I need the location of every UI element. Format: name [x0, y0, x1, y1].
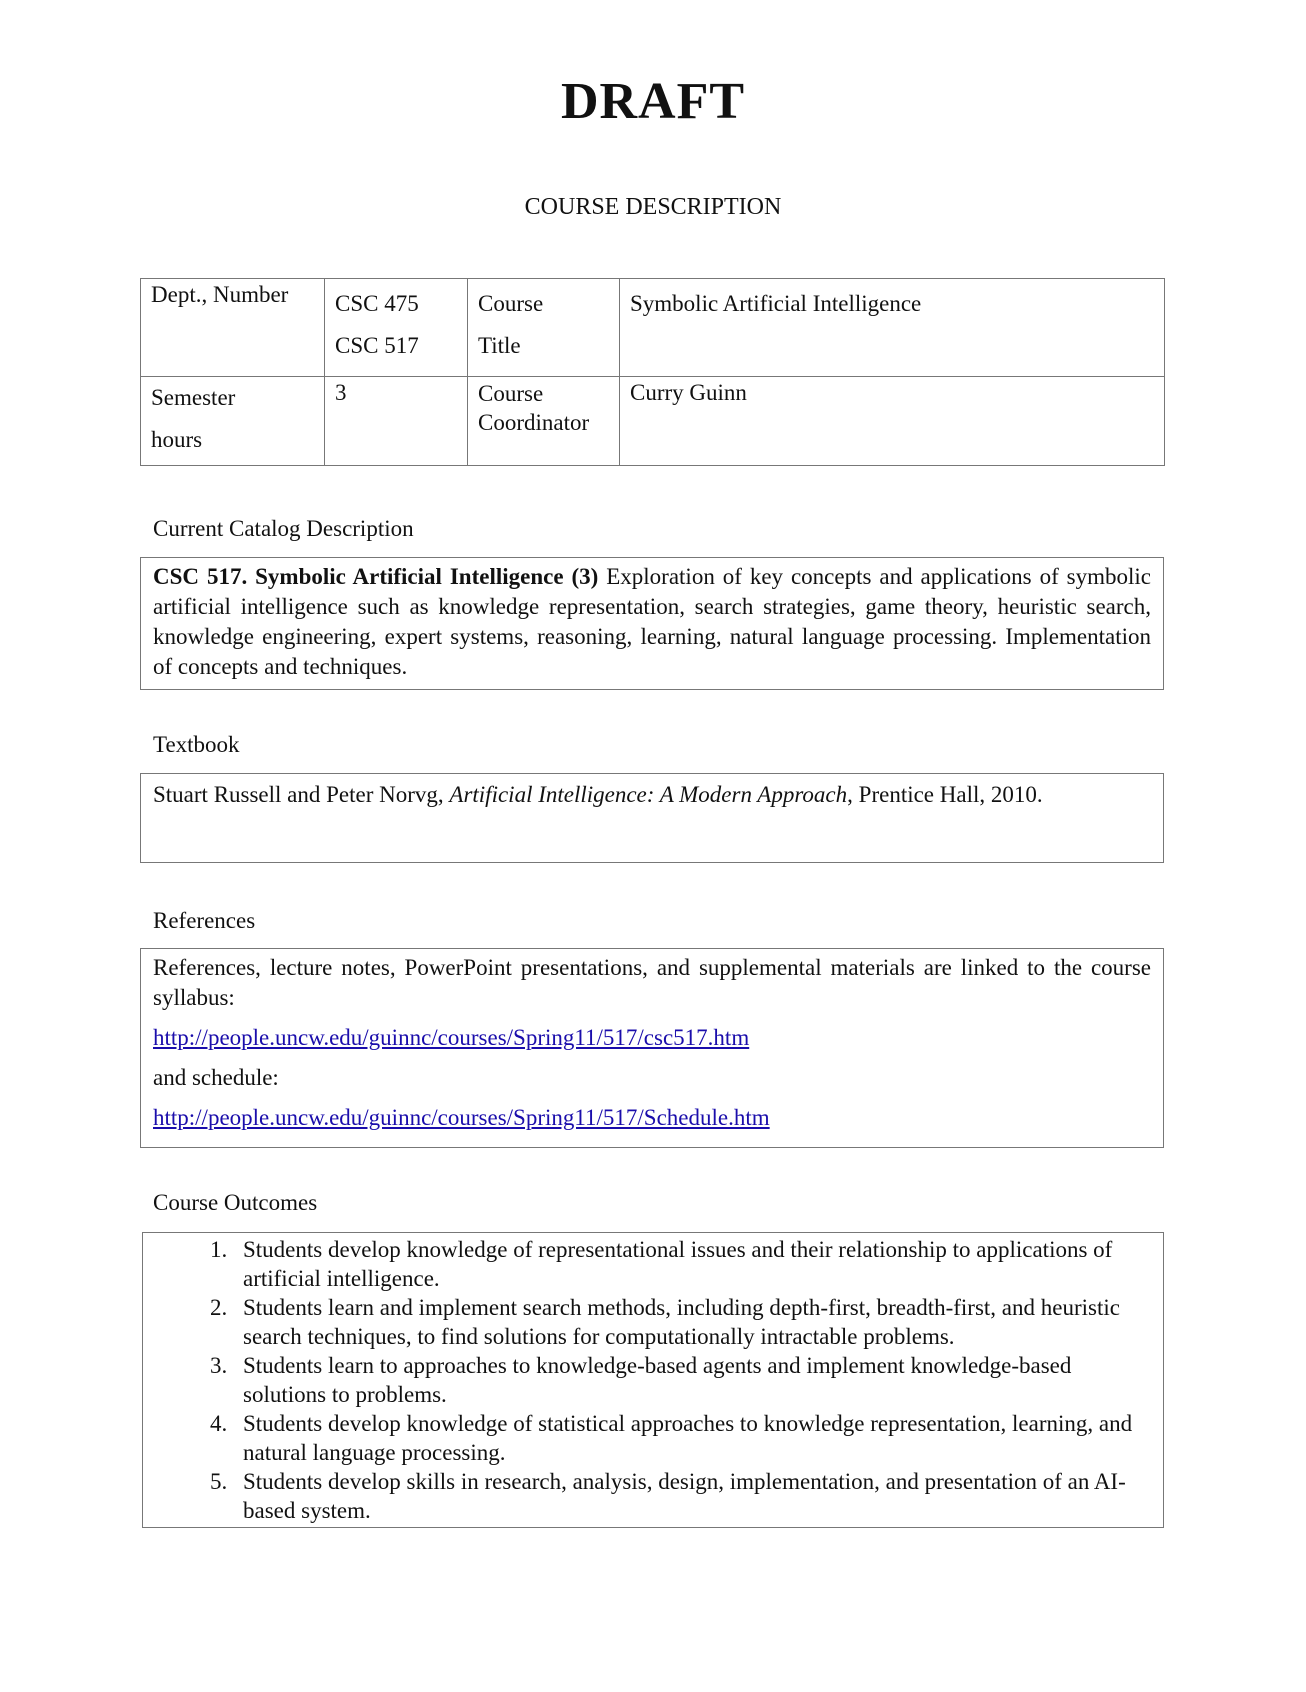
textbook-title: Artificial Intelligence: A Modern Approach [449, 782, 848, 807]
dept-number-label: Dept., Number [151, 282, 289, 307]
catalog-credits: (3) [563, 564, 599, 589]
syllabus-link[interactable]: http://people.uncw.edu/guinnc/courses/Spring11/517/csc517.htm [153, 1025, 750, 1050]
textbook-publisher: , Prentice Hall, 2010. [847, 782, 1043, 807]
course-outcomes-list [155, 1235, 1151, 1525]
textbook-box [140, 773, 1164, 863]
semester-hours-cell [325, 377, 468, 466]
list-item: 4. Students develop knowledge of statistical approaches to knowledge representation, learning, and natural language processing. [233, 1409, 1151, 1467]
semester-hours-value: 3 [335, 380, 347, 405]
course-title-cell [620, 279, 1165, 377]
course-title-label-line-2: Title [478, 333, 521, 358]
textbook-label: Textbook [153, 732, 240, 757]
catalog-course-title: CSC 517. Symbolic Artificial Intelligence [153, 564, 564, 589]
course-number-cell [325, 279, 468, 377]
catalog-description-label: Current Catalog Description [153, 516, 414, 541]
textbook-authors: Stuart Russell and Peter Norvg, [153, 782, 450, 807]
semester-hours-label-line-2: hours [151, 427, 203, 452]
course-title-label-line-1: Course [478, 291, 544, 316]
coordinator-value: Curry Guinn [630, 380, 747, 405]
course-number-517: CSC 517 [335, 333, 419, 358]
catalog-description-text: Exploration of key concepts and applications of symbolic artificial intelligence such as knowledge representation, search strategies, game theory, heuristic search, knowledge engineering, expert systems, reasoning, learning, natural language processing. Implementation of concepts and techniques. [153, 564, 1151, 679]
draft-title: DRAFT [560, 73, 746, 130]
list-item: 5. Students develop skills in research, analysis, design, implementation, and presentation of an AI-based system. [233, 1467, 1151, 1525]
list-item: 3. Students learn to approaches to knowledge-based agents and implement knowledge-based solutions to problems. [233, 1351, 1151, 1409]
references-middle-text: and schedule: [153, 1065, 279, 1090]
list-item: 2. Students learn and implement search methods, including depth-first, breadth-first, and heuristic search techniques, to find solutions for computationally intractable problems. [233, 1293, 1151, 1351]
course-number-475: CSC 475 [335, 291, 419, 316]
schedule-link[interactable]: http://people.uncw.edu/guinnc/courses/Spring11/517/Schedule.htm [153, 1105, 770, 1130]
list-item: 1. Students develop knowledge of representational issues and their relationship to applications of artificial intelligence. [233, 1235, 1151, 1293]
coordinator-label-line-2: Coordinator [478, 410, 590, 435]
references-box [140, 948, 1164, 1148]
course-title-label-cell [468, 279, 620, 377]
course-outcomes-box [142, 1232, 1164, 1528]
course-outcomes-label: Course Outcomes [153, 1190, 318, 1215]
references-label: References [153, 908, 256, 933]
table-row [141, 279, 1165, 377]
references-intro: References, lecture notes, PowerPoint presentations, and supplemental materials are linked to the course syllabus: [153, 955, 1151, 1010]
catalog-description-box [140, 557, 1164, 690]
semester-hours-label-line-1: Semester [151, 385, 236, 410]
semester-hours-label-cell [141, 377, 325, 466]
course-description-heading: COURSE DESCRIPTION [524, 194, 782, 220]
coordinator-cell [620, 377, 1165, 466]
course-info-table [140, 278, 1165, 466]
table-row [141, 377, 1165, 466]
coordinator-label-cell [468, 377, 620, 466]
dept-number-label-cell [141, 279, 325, 377]
course-title-value: Symbolic Artificial Intelligence [630, 291, 922, 316]
coordinator-label-line-1: Course [478, 381, 544, 406]
